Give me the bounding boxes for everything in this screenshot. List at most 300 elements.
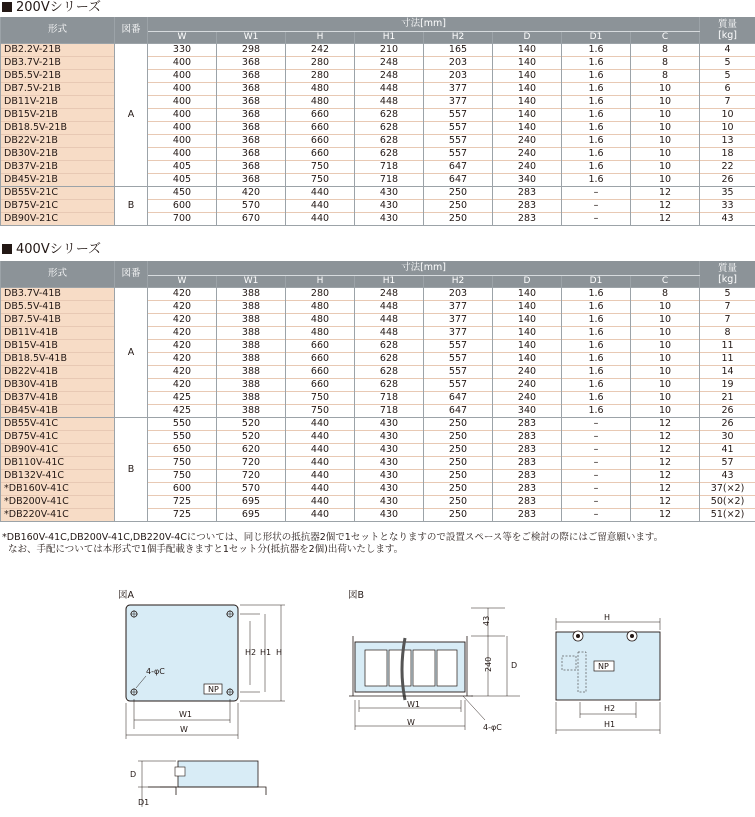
value-cell: 480 — [286, 314, 355, 327]
value-cell: 695 — [217, 509, 286, 522]
table-row — [1, 392, 755, 405]
value-cell: 13 — [700, 135, 755, 148]
value-cell: 10 — [631, 392, 700, 405]
value-cell: 377 — [424, 301, 493, 314]
value-cell: 377 — [424, 314, 493, 327]
value-cell: 420 — [148, 327, 217, 340]
value-cell: 140 — [493, 340, 562, 353]
value-cell: 448 — [355, 301, 424, 314]
value-cell: 647 — [424, 174, 493, 187]
dim-w-b: W — [407, 718, 415, 727]
value-cell: 1.6 — [562, 83, 631, 96]
value-cell: 8 — [631, 70, 700, 83]
header-col-d: D — [493, 32, 562, 44]
value-cell: 12 — [631, 509, 700, 522]
value-cell: 480 — [286, 301, 355, 314]
model-cell: DB110V-41C — [1, 457, 115, 470]
value-cell: 420 — [148, 366, 217, 379]
section-title-400v: 400Vシリーズ — [2, 242, 101, 258]
value-cell: 1.6 — [562, 301, 631, 314]
value-cell: 203 — [424, 70, 493, 83]
model-cell: DB5.5V-21B — [1, 70, 115, 83]
model-cell: DB7.5V-21B — [1, 83, 115, 96]
value-cell: 1.6 — [562, 405, 631, 418]
table-row — [1, 288, 755, 301]
value-cell: 12 — [631, 187, 700, 200]
value-cell: 10 — [631, 301, 700, 314]
table-row — [1, 418, 755, 431]
figure-ref-cell: B — [115, 187, 148, 226]
value-cell: 240 — [493, 392, 562, 405]
value-cell: 660 — [286, 148, 355, 161]
header-col-h2: H2 — [424, 32, 493, 44]
header-fig: 図番 — [115, 17, 148, 44]
value-cell: 43 — [700, 213, 755, 226]
model-cell: DB22V-41B — [1, 366, 115, 379]
value-cell: 1.6 — [562, 109, 631, 122]
value-cell: 388 — [217, 327, 286, 340]
value-cell: 140 — [493, 301, 562, 314]
value-cell: 21 — [700, 392, 755, 405]
value-cell: 283 — [493, 200, 562, 213]
value-cell: 10 — [631, 327, 700, 340]
value-cell: 557 — [424, 353, 493, 366]
value-cell: 628 — [355, 353, 424, 366]
value-cell: 33 — [700, 200, 755, 213]
table-row — [1, 405, 755, 418]
figure-a-side-drawing — [100, 755, 280, 815]
value-cell: 440 — [286, 483, 355, 496]
table-row — [1, 83, 755, 96]
value-cell: 388 — [217, 379, 286, 392]
model-cell: *DB200V-41C — [1, 496, 115, 509]
value-cell: 440 — [286, 444, 355, 457]
table-row — [1, 161, 755, 174]
table-row — [1, 122, 755, 135]
value-cell: 10 — [700, 122, 755, 135]
header-col-h: H — [286, 276, 355, 288]
value-cell: 557 — [424, 366, 493, 379]
value-cell: 283 — [493, 509, 562, 522]
header-dimensions: 寸法[mm] — [148, 17, 700, 32]
value-cell: 440 — [286, 496, 355, 509]
value-cell: 400 — [148, 57, 217, 70]
value-cell: 718 — [355, 405, 424, 418]
value-cell: 570 — [217, 483, 286, 496]
value-cell: 1.6 — [562, 161, 631, 174]
dim-h2-b: H2 — [604, 704, 616, 713]
value-cell: 283 — [493, 457, 562, 470]
value-cell: 430 — [355, 444, 424, 457]
header-mass: 質量 [kg] — [700, 17, 755, 44]
table-row — [1, 379, 755, 392]
dim-h-b: H — [604, 613, 611, 622]
value-cell: – — [562, 496, 631, 509]
value-cell: 1.6 — [562, 57, 631, 70]
value-cell: 520 — [217, 431, 286, 444]
value-cell: 298 — [217, 44, 286, 57]
value-cell: 8 — [631, 57, 700, 70]
value-cell: – — [562, 200, 631, 213]
value-cell: – — [562, 457, 631, 470]
header-model: 形式 — [1, 17, 115, 44]
value-cell: 448 — [355, 314, 424, 327]
value-cell: 550 — [148, 418, 217, 431]
table-row — [1, 301, 755, 314]
header-col-d: D — [493, 276, 562, 288]
value-cell: 388 — [217, 392, 286, 405]
value-cell: 10 — [700, 109, 755, 122]
table-row — [1, 470, 755, 483]
value-cell: 1.6 — [562, 327, 631, 340]
table-row — [1, 70, 755, 83]
value-cell: 11 — [700, 340, 755, 353]
value-cell: 280 — [286, 70, 355, 83]
header-col-h1: H1 — [355, 276, 424, 288]
value-cell: 1.6 — [562, 70, 631, 83]
value-cell: 368 — [217, 83, 286, 96]
value-cell: 1.6 — [562, 44, 631, 57]
value-cell: 203 — [424, 57, 493, 70]
value-cell: 750 — [286, 161, 355, 174]
value-cell: 557 — [424, 122, 493, 135]
value-cell: 400 — [148, 122, 217, 135]
value-cell: 388 — [217, 353, 286, 366]
value-cell: 400 — [148, 70, 217, 83]
value-cell: 43 — [700, 470, 755, 483]
value-cell: 430 — [355, 200, 424, 213]
value-cell: 400 — [148, 148, 217, 161]
value-cell: 11 — [700, 353, 755, 366]
value-cell: 12 — [631, 200, 700, 213]
value-cell: 1.6 — [562, 174, 631, 187]
value-cell: 10 — [631, 83, 700, 96]
value-cell: 50(×2) — [700, 496, 755, 509]
figure-b-label: 図B — [348, 590, 365, 601]
value-cell: 660 — [286, 135, 355, 148]
value-cell: 368 — [217, 148, 286, 161]
square-bullet-icon — [2, 2, 12, 12]
value-cell: 557 — [424, 109, 493, 122]
value-cell: 750 — [148, 470, 217, 483]
value-cell: 340 — [493, 174, 562, 187]
value-cell: 388 — [217, 314, 286, 327]
value-cell: 425 — [148, 405, 217, 418]
value-cell: 12 — [631, 457, 700, 470]
value-cell: – — [562, 431, 631, 444]
figure-a-label: 図A — [118, 590, 134, 601]
value-cell: 440 — [286, 457, 355, 470]
value-cell: 12 — [631, 431, 700, 444]
value-cell: 8 — [631, 288, 700, 301]
value-cell: 557 — [424, 148, 493, 161]
value-cell: 1.6 — [562, 366, 631, 379]
value-cell: 420 — [148, 379, 217, 392]
table-row — [1, 96, 755, 109]
value-cell: 520 — [217, 418, 286, 431]
value-cell: 18 — [700, 148, 755, 161]
value-cell: 400 — [148, 135, 217, 148]
footnote-line-1: *DB160V-41C,DB200V-41C,DB220V-4Cについては、同じ形状の抵抗器2個で1セットとなりますので設置スペース等をご検討の際にはご留意願います。 — [2, 532, 664, 543]
value-cell: 557 — [424, 379, 493, 392]
value-cell: 660 — [286, 366, 355, 379]
value-cell: 283 — [493, 470, 562, 483]
value-cell: 430 — [355, 483, 424, 496]
np-plate-text: NP — [208, 685, 219, 694]
value-cell: 1.6 — [562, 314, 631, 327]
value-cell: 620 — [217, 444, 286, 457]
value-cell: 448 — [355, 327, 424, 340]
header-col-w1: W1 — [217, 276, 286, 288]
model-cell: DB22V-21B — [1, 135, 115, 148]
header-col-c: C — [631, 276, 700, 288]
value-cell: 140 — [493, 314, 562, 327]
value-cell: 480 — [286, 327, 355, 340]
header-fig: 図番 — [115, 261, 148, 288]
value-cell: 647 — [424, 161, 493, 174]
value-cell: 440 — [286, 200, 355, 213]
value-cell: 700 — [148, 213, 217, 226]
value-cell: 400 — [148, 96, 217, 109]
value-cell: 283 — [493, 418, 562, 431]
value-cell: 140 — [493, 57, 562, 70]
value-cell: 10 — [631, 379, 700, 392]
spec-table-200v — [0, 17, 755, 226]
value-cell: 368 — [217, 122, 286, 135]
value-cell: 283 — [493, 431, 562, 444]
dim-d-b: D — [511, 661, 518, 670]
figure-b-top-drawing — [540, 610, 740, 740]
table-row — [1, 483, 755, 496]
dim-h2: H2 — [245, 648, 257, 657]
dim-43: 43 — [482, 615, 491, 626]
model-cell: DB30V-41B — [1, 379, 115, 392]
model-cell: DB45V-21B — [1, 174, 115, 187]
value-cell: 420 — [148, 353, 217, 366]
square-bullet-icon — [2, 244, 12, 254]
model-cell: DB15V-21B — [1, 109, 115, 122]
spec-table-400v — [0, 261, 755, 522]
value-cell: 430 — [355, 418, 424, 431]
value-cell: 248 — [355, 288, 424, 301]
value-cell: 1.6 — [562, 353, 631, 366]
value-cell: 1.6 — [562, 379, 631, 392]
model-cell: DB2.2V-21B — [1, 44, 115, 57]
dim-h: H — [276, 648, 283, 657]
value-cell: 368 — [217, 57, 286, 70]
value-cell: 1.6 — [562, 148, 631, 161]
header-col-w: W — [148, 32, 217, 44]
model-cell: DB11V-41B — [1, 327, 115, 340]
value-cell: 420 — [217, 187, 286, 200]
value-cell: 10 — [631, 174, 700, 187]
value-cell: 750 — [286, 392, 355, 405]
value-cell: 30 — [700, 431, 755, 444]
value-cell: 450 — [148, 187, 217, 200]
dim-w1-b: W1 — [407, 700, 420, 709]
value-cell: 330 — [148, 44, 217, 57]
value-cell: 725 — [148, 509, 217, 522]
value-cell: 405 — [148, 174, 217, 187]
value-cell: 368 — [217, 135, 286, 148]
dim-w1: W1 — [179, 710, 192, 719]
value-cell: 8 — [631, 44, 700, 57]
table-row — [1, 135, 755, 148]
value-cell: 405 — [148, 161, 217, 174]
figure-ref-cell: A — [115, 44, 148, 187]
value-cell: 140 — [493, 353, 562, 366]
value-cell: – — [562, 187, 631, 200]
value-cell: 35 — [700, 187, 755, 200]
table-row — [1, 174, 755, 187]
value-cell: 377 — [424, 83, 493, 96]
value-cell: 10 — [631, 135, 700, 148]
model-cell: DB30V-21B — [1, 148, 115, 161]
value-cell: 250 — [424, 509, 493, 522]
value-cell: – — [562, 470, 631, 483]
footnote-line-2: なお、手配については本形式で1個手配載きますと1セット分(抵抗器を2個)出荷いたします。 — [8, 544, 404, 555]
value-cell: 718 — [355, 174, 424, 187]
header-col-w: W — [148, 276, 217, 288]
value-cell: 430 — [355, 457, 424, 470]
value-cell: 368 — [217, 109, 286, 122]
value-cell: 440 — [286, 213, 355, 226]
value-cell: 420 — [148, 314, 217, 327]
value-cell: 750 — [148, 457, 217, 470]
header-model: 形式 — [1, 261, 115, 288]
value-cell: 12 — [631, 213, 700, 226]
value-cell: 400 — [148, 83, 217, 96]
value-cell: 400 — [148, 109, 217, 122]
value-cell: 248 — [355, 70, 424, 83]
model-cell: DB15V-41B — [1, 340, 115, 353]
value-cell: 250 — [424, 418, 493, 431]
value-cell: 165 — [424, 44, 493, 57]
value-cell: 10 — [631, 340, 700, 353]
dim-w: W — [180, 725, 188, 734]
value-cell: 8 — [700, 327, 755, 340]
value-cell: – — [562, 483, 631, 496]
value-cell: 480 — [286, 83, 355, 96]
model-cell: DB3.7V-21B — [1, 57, 115, 70]
value-cell: 388 — [217, 340, 286, 353]
value-cell: 440 — [286, 187, 355, 200]
value-cell: 140 — [493, 327, 562, 340]
value-cell: 283 — [493, 496, 562, 509]
value-cell: 628 — [355, 379, 424, 392]
header-dimensions: 寸法[mm] — [148, 261, 700, 276]
value-cell: 660 — [286, 353, 355, 366]
value-cell: 628 — [355, 122, 424, 135]
value-cell: 10 — [631, 366, 700, 379]
model-cell: DB132V-41C — [1, 470, 115, 483]
value-cell: 240 — [493, 366, 562, 379]
value-cell: 628 — [355, 109, 424, 122]
table-row — [1, 57, 755, 70]
table-row — [1, 444, 755, 457]
value-cell: 388 — [217, 366, 286, 379]
table-row — [1, 148, 755, 161]
value-cell: 10 — [631, 148, 700, 161]
model-cell: DB75V-41C — [1, 431, 115, 444]
value-cell: 600 — [148, 483, 217, 496]
dim-d: D — [130, 770, 137, 779]
value-cell: 377 — [424, 327, 493, 340]
value-cell: 480 — [286, 96, 355, 109]
value-cell: – — [562, 418, 631, 431]
value-cell: 440 — [286, 418, 355, 431]
value-cell: 12 — [631, 444, 700, 457]
value-cell: 26 — [700, 405, 755, 418]
model-cell: DB37V-41B — [1, 392, 115, 405]
value-cell: 250 — [424, 457, 493, 470]
value-cell: 1.6 — [562, 392, 631, 405]
model-cell: DB18.5V-41B — [1, 353, 115, 366]
value-cell: 10 — [631, 122, 700, 135]
table-row — [1, 366, 755, 379]
table-row — [1, 314, 755, 327]
value-cell: 628 — [355, 135, 424, 148]
value-cell: 718 — [355, 392, 424, 405]
value-cell: 26 — [700, 174, 755, 187]
table-row — [1, 200, 755, 213]
model-cell: DB90V-21C — [1, 213, 115, 226]
value-cell: 5 — [700, 288, 755, 301]
value-cell: 140 — [493, 96, 562, 109]
value-cell: 14 — [700, 366, 755, 379]
figure-ref-cell: B — [115, 418, 148, 522]
value-cell: 1.6 — [562, 288, 631, 301]
value-cell: 240 — [493, 379, 562, 392]
value-cell: 695 — [217, 496, 286, 509]
header-col-d1: D1 — [562, 276, 631, 288]
value-cell: 5 — [700, 70, 755, 83]
value-cell: 248 — [355, 57, 424, 70]
header-col-h1: H1 — [355, 32, 424, 44]
value-cell: 670 — [217, 213, 286, 226]
hole-label-b: 4-φC — [483, 723, 502, 732]
value-cell: 430 — [355, 470, 424, 483]
value-cell: 440 — [286, 509, 355, 522]
model-cell: *DB220V-41C — [1, 509, 115, 522]
value-cell: 600 — [148, 200, 217, 213]
model-cell: *DB160V-41C — [1, 483, 115, 496]
figure-a-front-drawing — [100, 595, 300, 735]
table-row — [1, 327, 755, 340]
value-cell: 440 — [286, 470, 355, 483]
value-cell: 10 — [631, 353, 700, 366]
model-cell: DB5.5V-41B — [1, 301, 115, 314]
value-cell: 628 — [355, 148, 424, 161]
value-cell: 718 — [355, 161, 424, 174]
table-row — [1, 353, 755, 366]
value-cell: 448 — [355, 83, 424, 96]
table-row — [1, 509, 755, 522]
value-cell: 420 — [148, 301, 217, 314]
header-col-h2: H2 — [424, 276, 493, 288]
value-cell: 660 — [286, 122, 355, 135]
value-cell: 12 — [631, 496, 700, 509]
value-cell: 430 — [355, 431, 424, 444]
table-row — [1, 109, 755, 122]
model-cell: DB3.7V-41B — [1, 288, 115, 301]
value-cell: 7 — [700, 314, 755, 327]
value-cell: 420 — [148, 288, 217, 301]
dim-h1: H1 — [260, 648, 272, 657]
value-cell: 5 — [700, 57, 755, 70]
value-cell: 1.6 — [562, 340, 631, 353]
value-cell: 283 — [493, 213, 562, 226]
